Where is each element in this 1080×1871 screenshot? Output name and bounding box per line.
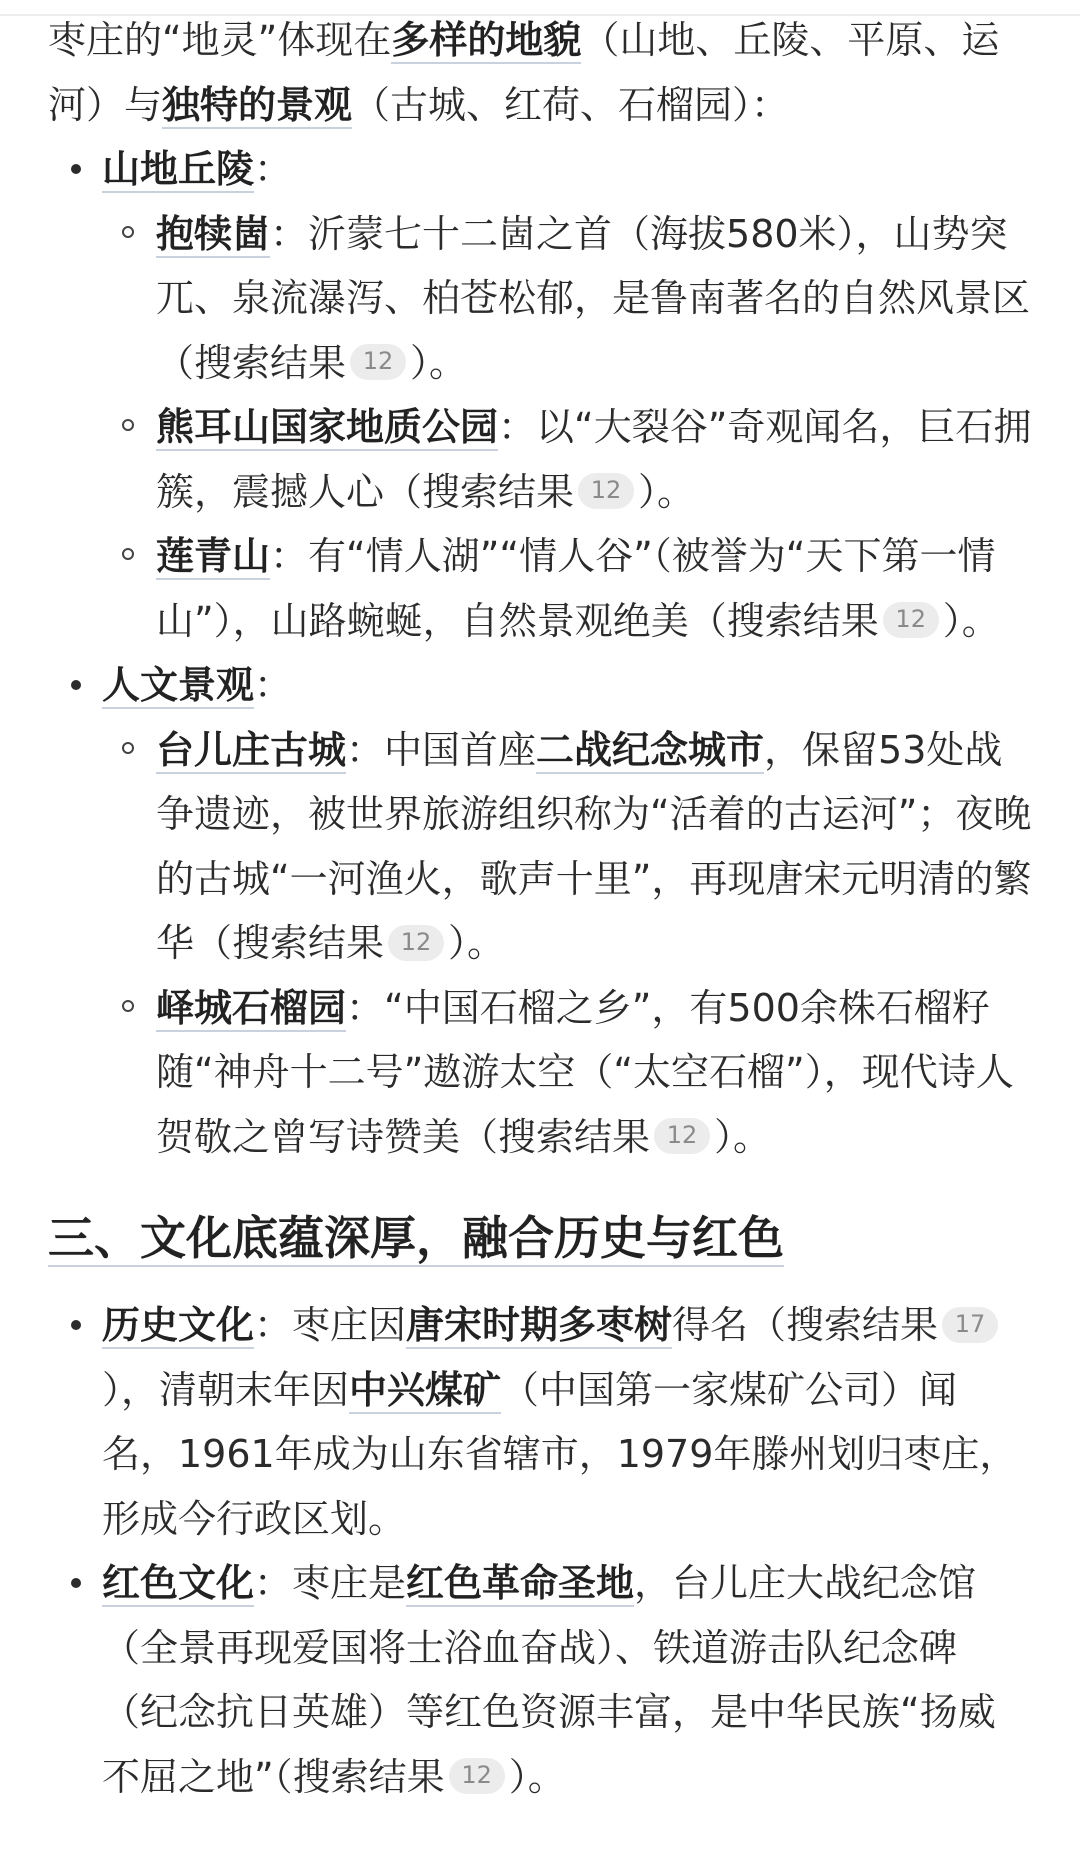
item-name: 抱犊崮 [156,211,271,256]
citation-chip[interactable]: 12 [883,602,939,638]
humanities-sublist [102,718,1032,1170]
history-title: 历史文化 [102,1303,255,1347]
citation-chip[interactable]: 17 [942,1307,998,1343]
list-item-yicheng: 峄城石榴园：“中国石榴之乡”，有500余株石榴籽随“神舟十二号”遨游太空（“太空石榴”），现代诗人贺敬之曾写诗赞美（搜索结果 12 ）。 [102,976,1032,1170]
red-culture-title: 红色文化 [102,1561,255,1605]
intro-paragraph [48,8,1032,137]
list-item-lianqingshan: 莲青山：有“情人湖”“情人谷”（被誉为“天下第一情山”），山路蜿蜒，自然景观绝美（搜索结果 12 ）。 [102,524,1032,653]
item-name: 莲青山 [156,534,271,578]
item-name: 熊耳山国家地质公园 [156,405,499,449]
highlight-term: 中兴煤矿 [349,1367,502,1412]
list-item-mountains: 山地丘陵： 抱犊崮：沂蒙七十二崮之首（海拔580米），山势突兀、泉流瀑泻、柏苍松郁，是鲁南著名的自然风景区（搜索结果 12 ）。 熊耳山国家地质公园：以“大裂谷”奇观闻名，巨石拥簇，震撼人心（搜索结果 12 ）。 莲青山：有“情人湖”“情人谷”（被誉为“天下第一情山”），山路蜿蜒，自然景观绝美（搜索结果 12 ）。 [48,137,1032,653]
culture-list [48,1293,1032,1809]
list-item-history: 历史文化：枣庄因唐宋时期多枣树得名（搜索结果 17），清朝末年因中兴煤矿（中国第一家煤矿公司）闻名，1961年成为山东省辖市，1979年滕州划归枣庄，形成今行政区划。 [48,1293,1032,1551]
highlight-landscape: 独特的景观 [162,82,353,127]
list-item-red-culture: 红色文化：枣庄是红色革命圣地，台儿庄大战纪念馆（全景再现爱国将士浴血奋战）、铁道游击队纪念碑（纪念抗日英雄）等红色资源丰富，是中华民族“扬威不屈之地”（搜索结果 12 ）。 [48,1551,1032,1809]
citation-chip[interactable]: 12 [350,344,406,380]
list-item-taierzhuang: 台儿庄古城：中国首座二战纪念城市，保留53处战争遗迹，被世界旅游组织称为“活着的古运河”；夜晚的古城“一河渔火，歌声十里”，再现唐宋元明清的繁华（搜索结果 12 ）。 [102,718,1032,976]
intro-text: （山地、丘陵、平原、运河）与 [48,18,1000,127]
intro-text: 枣庄的“地灵”体现在 [48,18,392,62]
article-content [48,8,1032,1809]
item-name: 台儿庄古城 [156,727,347,772]
list-item-baodugu: 抱犊崮：沂蒙七十二崮之首（海拔580米），山势突兀、泉流瀑泻、柏苍松郁，是鲁南著名的自然风景区（搜索结果 12 ）。 [102,202,1032,396]
highlight-term: 红色革命圣地 [406,1561,635,1605]
highlight-term: 唐宋时期多枣树 [406,1303,673,1347]
citation-chip[interactable]: 12 [388,925,444,961]
citation-chip[interactable]: 12 [449,1758,505,1794]
citation-chip[interactable]: 12 [578,473,634,509]
section-heading: 三、文化底蕴深厚，融合历史与红色 [48,1211,784,1265]
highlight-term: 二战纪念城市 [536,727,765,772]
humanities-title: 人文景观 [102,663,255,707]
mountains-sublist [102,202,1032,654]
list-item-xiongershan: 熊耳山国家地质公园：以“大裂谷”奇观闻名，巨石拥簇，震撼人心（搜索结果 12 ）。 [102,395,1032,524]
citation-chip[interactable]: 12 [654,1118,710,1154]
mountains-title: 山地丘陵 [102,147,255,191]
list-item-humanities: 人文景观： 台儿庄古城：中国首座二战纪念城市，保留53处战争遗迹，被世界旅游组织称为“活着的古运河”；夜晚的古城“一河渔火，歌声十里”，再现唐宋元明清的繁华（搜索结果 12 ）。 峄城石榴园：“中国石榴之乡”，有500余株石榴籽随“神舟十二号”遨游太空（“太空石榴”），现代诗人贺敬之曾写诗赞美（搜索结果 12 ）。 [48,653,1032,1169]
highlight-terrain: 多样的地貌 [391,18,582,62]
intro-text: （古城、红荷、石榴园）： [352,82,790,127]
item-name: 峄城石榴园 [156,985,347,1030]
landscape-list [48,137,1032,1169]
